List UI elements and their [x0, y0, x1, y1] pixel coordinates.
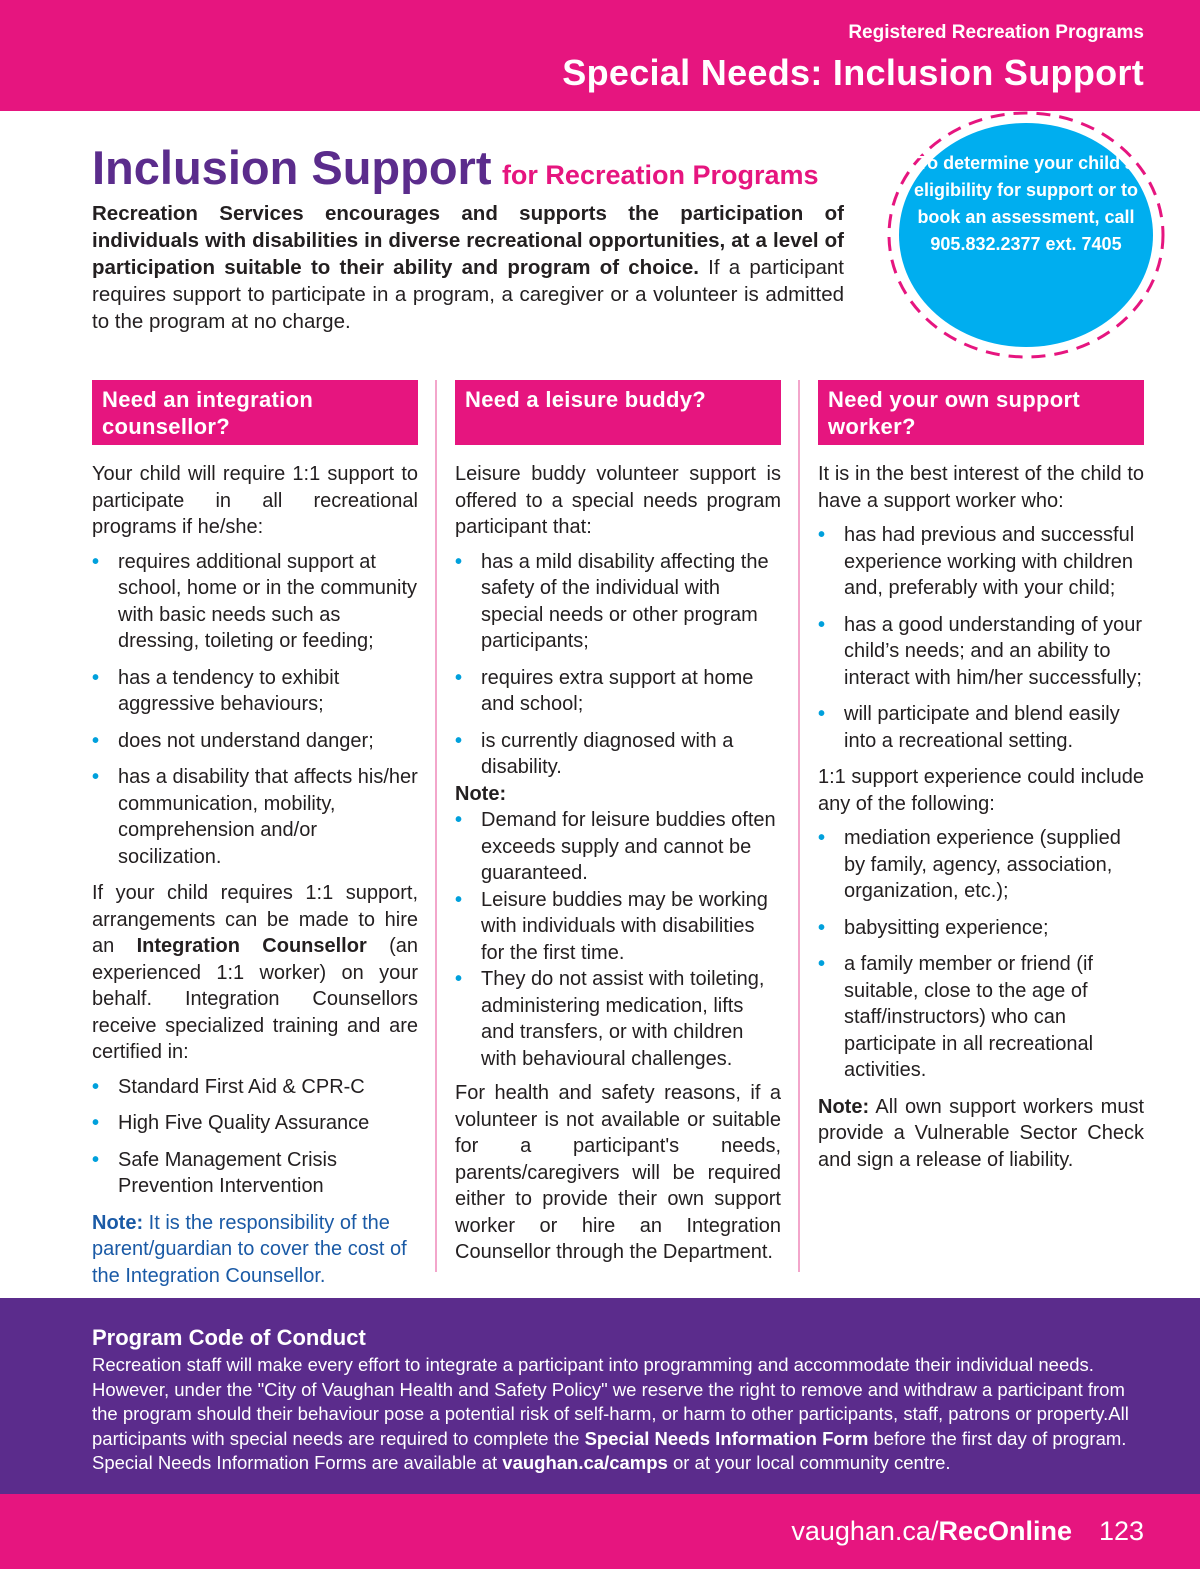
list-item: • babysitting experience;: [818, 915, 1144, 942]
conduct-title: Program Code of Conduct: [92, 1325, 366, 1350]
intro-paragraph: [92, 200, 844, 335]
list-item: • is currently diagnosed with a disability.: [455, 729, 734, 778]
list-item: • requires additional support at school, home or in the community with basic needs such as dressing, toileting or feeding;: [92, 550, 418, 652]
conduct-text: Recreation staff will make every effort to integrate a participant into programming and accommodate their individual needs. However, under the "City of Vaughan Health and Safety Policy" we reserve the right to remove and withdraw a participant from the program should their behaviour pose a potential risk of self-harm, or harm to other participants, staff, patrons or property.All participants with special needs are required to complete the Special Needs Information Form before the first day of program. Special Needs Information Forms are available at vaughan.ca/camps or at your local community centre.: [92, 1354, 1129, 1473]
note-label: Note:: [818, 1095, 870, 1118]
list-item: • will participate and blend easily into a recreational setting.: [818, 703, 1120, 752]
bullet-icon: •: [92, 1112, 100, 1134]
list-item: • Safe Management Crisis Prevention Intervention: [92, 1148, 337, 1197]
criteria-list: [92, 549, 418, 871]
bullet-icon: •: [92, 550, 100, 573]
footer-url-bold: RecOnline: [938, 1516, 1072, 1546]
list-item: • has had previous and successful experience working with children and, preferably with your child;: [818, 524, 1135, 599]
bullet-icon: •: [818, 827, 826, 849]
bullet-icon: •: [92, 1148, 100, 1171]
column-divider: [798, 380, 800, 1272]
title-sub: for Recreation Programs: [501, 160, 819, 190]
bullet-icon: •: [818, 524, 826, 546]
callout-text: To determine your child’s eligibility for support or to book an assessment, call 905.832.2377 ext. 7405: [914, 153, 1138, 254]
bullet-icon: •: [455, 968, 463, 990]
form-name: Special Needs Information Form: [584, 1427, 869, 1449]
criteria-list: [455, 549, 781, 781]
list-item: • Leisure buddies may be working with individuals with disabilities for the first time.: [455, 888, 768, 964]
column-leisure-buddy: [455, 380, 781, 1266]
integration-counsellor-term: Integration Counsellor: [136, 935, 367, 957]
bullet-icon: •: [455, 729, 463, 752]
list-item: • Standard First Aid & CPR-C: [92, 1074, 418, 1101]
bullet-icon: •: [92, 766, 100, 788]
section-label: Registered Recreation Programs: [848, 22, 1144, 43]
column-intro: It is in the best interest of the child to have a support worker who:: [818, 463, 1144, 512]
bullet-icon: •: [818, 703, 826, 725]
column-divider: [435, 380, 437, 1272]
note-list: [455, 807, 781, 1072]
bullet-icon: •: [455, 550, 463, 573]
note-label: Note:: [92, 1211, 144, 1234]
bullet-icon: •: [455, 666, 463, 689]
camps-link[interactable]: vaughan.ca/camps: [502, 1452, 668, 1473]
title-main: Inclusion Support: [92, 141, 492, 194]
certification-list: [92, 1074, 418, 1200]
column-heading: Need a leisure buddy?: [455, 380, 781, 445]
bullet-icon: •: [818, 953, 826, 975]
note-label: Note:: [455, 782, 507, 805]
column-heading: Need your own support worker?: [818, 380, 1144, 445]
bullet-icon: •: [92, 729, 100, 752]
list-item: • Demand for leisure buddies often exceeds supply and cannot be guaranteed.: [455, 809, 776, 884]
section-title: Special Needs: Inclusion Support: [562, 52, 1144, 93]
list-item: • has a disability that affects his/her communication, mobility, comprehension and/or socilization.: [92, 766, 418, 868]
list-item: • High Five Quality Assurance: [92, 1110, 418, 1137]
footer-band: [0, 1494, 1200, 1569]
bullet-icon: •: [455, 809, 463, 831]
bullet-icon: •: [455, 888, 463, 911]
criteria-list: [818, 522, 1144, 754]
list-item: • They do not assist with toileting, administering medication, lifts and transfers, or with children with behavioural challenges.: [455, 968, 765, 1070]
experience-list: [818, 825, 1144, 1084]
intro-regular-text: If a participant requires support to participate in a program, a caregiver or a volunteer is admitted to the program at no charge.: [92, 256, 844, 333]
footer-url-prefix: vaughan.ca/: [791, 1516, 939, 1546]
column-own-support-worker: [818, 380, 1144, 1173]
experience-intro: 1:1 support experience could include any of the following:: [818, 766, 1144, 815]
counsellor-note: Note: It is the responsibility of the parent/guardian to cover the cost of the Integration Counsellor.: [92, 1211, 407, 1287]
bullet-icon: •: [92, 1075, 100, 1098]
column-intro: Your child will require 1:1 support to participate in all recreational programs if he/she:: [92, 463, 418, 538]
code-of-conduct-band: [0, 1298, 1200, 1494]
arrangement-paragraph: If your child requires 1:1 support, arrangements can be made to hire an Integration Counsellor (an experienced 1:1 worker) on your behalf. Integration Counsellors receive specialized training and are certified in:: [92, 882, 419, 1063]
list-item: • mediation experience (supplied by family, agency, association, organization, etc.);: [818, 827, 1121, 902]
intro-bold-text: Recreation Services encourages and supports the participation of individuals with disabilities in diverse recreational opportunities, at a level of participation suitable to their ability and program of choice.: [92, 202, 844, 279]
list-item: • requires extra support at home and school;: [455, 666, 754, 715]
page-title: [92, 140, 819, 195]
bullet-icon: •: [92, 666, 100, 689]
closing-paragraph: For health and safety reasons, if a volunteer is not available or suitable for a participant's needs, parents/caregivers will be required either to provide their own support worker or hire an Integration Counsellor through the Department.: [455, 1082, 781, 1263]
list-item: • has a good understanding of your child’s needs; and an ability to interact with him/her successfully;: [818, 613, 1142, 689]
list-item: • has a mild disability affecting the safety of the individual with special needs or other program participants;: [455, 550, 769, 652]
column-intro: Leisure buddy volunteer support is offered to a special needs program participant that:: [455, 463, 781, 538]
list-item: • has a tendency to exhibit aggressive behaviours;: [92, 666, 340, 715]
bullet-icon: •: [818, 613, 826, 636]
bullet-icon: •: [818, 916, 826, 939]
list-item: • a family member or friend (if suitable, close to the age of staff/instructors) who can participate in all recreational activities.: [818, 953, 1094, 1081]
own-worker-note: Note: All own support workers must provide a Vulnerable Sector Check and sign a release of liability.: [818, 1095, 1145, 1171]
column-heading: Need an integration counsellor?: [92, 380, 418, 445]
list-item: • does not understand danger;: [92, 728, 418, 755]
header-band: [0, 0, 1200, 111]
page-number: 123: [1098, 1516, 1144, 1546]
column-integration-counsellor: [92, 380, 418, 1289]
footer-url[interactable]: [791, 1516, 1072, 1547]
